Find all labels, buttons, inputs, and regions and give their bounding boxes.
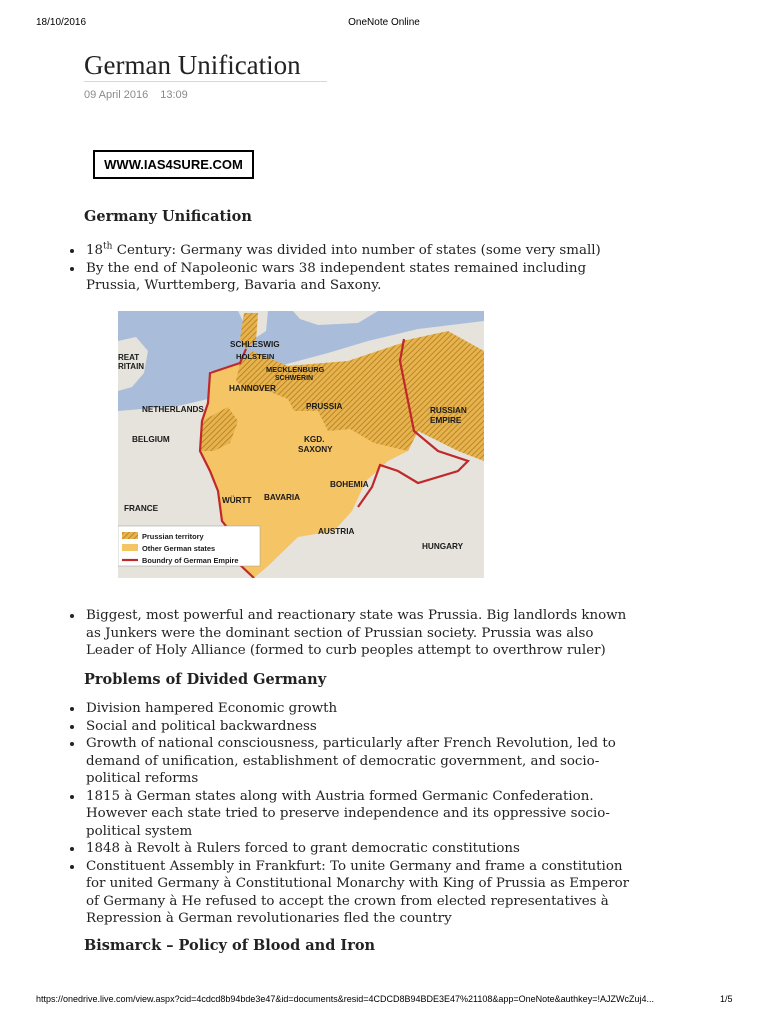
section-heading-problems: Problems of Divided Germany <box>84 671 327 688</box>
german-states-map <box>118 311 484 578</box>
map-label-hannover: HANNOVER <box>229 384 276 393</box>
legend-label-other: Other German states <box>142 544 216 553</box>
map-label-bohemia: BOHEMIA <box>330 480 369 489</box>
print-page-number: 1/5 <box>720 994 733 1004</box>
map-label-great-britain-2: RITAIN <box>118 362 145 371</box>
map-label-netherlands: NETHERLANDS <box>142 405 204 414</box>
list-item: • Social and political backwardness <box>84 718 644 736</box>
map-label-russian: RUSSIAN <box>430 406 467 415</box>
map-label-belgium: BELGIUM <box>132 435 170 444</box>
page-title: German Unification <box>84 50 301 80</box>
list-item: • Constituent Assembly in Frankfurt: To unite Germany and frame a constitution for united Germany à Constitutional Monarchy with King of Prussia as Emperor of Germany à He refused to accept the crown from elected representatives à Repression à German revolutionaries fled the country <box>84 858 644 928</box>
list-item: • 1815 à German states along with Austria formed Germanic Confederation. However each state tried to preserve independence and its oppressive socio-political system <box>84 788 644 841</box>
map-label-austria: AUSTRIA <box>318 527 355 536</box>
map-label-schwerin: SCHWERIN <box>275 375 314 382</box>
page-timestamp <box>84 89 188 101</box>
map-label-great-britain-1: REAT <box>118 353 140 362</box>
bullet-list-problems <box>66 700 644 928</box>
map-label-saxony: SAXONY <box>298 445 333 454</box>
section-heading-germany-unification: Germany Unification <box>84 208 252 225</box>
map-label-bavaria: BAVARIA <box>264 493 301 502</box>
legend-label-prussian: Prussian territory <box>142 532 204 541</box>
site-logo <box>93 150 254 179</box>
section-heading-bismarck: Bismarck – Policy of Blood and Iron <box>84 937 376 954</box>
map-label-empire: EMPIRE <box>430 416 462 425</box>
page-time: 13:09 <box>160 89 188 101</box>
site-logo-text: WWW.IAS4SURE.COM <box>104 157 243 172</box>
list-item-text: Century: Germany was divided into number of states (some very small) <box>112 243 601 258</box>
list-item: • By the end of Napoleonic wars 38 independent states remained including Prussia, Wurttemberg, Bavaria and Saxony. <box>84 260 644 295</box>
legend-swatch-prussian <box>122 532 138 539</box>
title-divider <box>84 81 327 82</box>
print-url: https://onedrive.live.com/view.aspx?cid=4cdcd8b94bde3e47&id=documents&resid=4CDCD8B94BDE3E47%21108&app=OneNote&authkey=!AJZWcZuj4... <box>36 994 654 1004</box>
map-label-kgd: KGD. <box>304 435 325 444</box>
list-item <box>84 242 644 260</box>
map-label-holstein: HOLSTEIN <box>236 352 275 361</box>
page-date: 09 April 2016 <box>84 89 149 101</box>
legend-swatch-other <box>122 544 138 551</box>
century-number: 18 <box>86 243 104 258</box>
print-date: 18/10/2016 <box>36 17 87 28</box>
list-item: • Growth of national consciousness, particularly after French Revolution, led to demand of unification, establishment of democratic government, and socio-political reforms <box>84 735 644 788</box>
list-item: • Biggest, most powerful and reactionary state was Prussia. Big landlords known as Junkers were the dominant section of Prussian society. Prussia was also Leader of Holy Alliance (formed to curb peoples attempt to overthrow ruler) <box>84 607 644 660</box>
map-label-prussia: PRUSSIA <box>306 402 343 411</box>
print-app-title: OneNote Online <box>348 17 420 28</box>
map-label-hungary: HUNGARY <box>422 542 464 551</box>
map-label-wurtt: WÜRTT <box>222 496 252 505</box>
list-item: • 1848 à Revolt à Rulers forced to grant democratic constitutions <box>84 840 644 858</box>
century-suffix: th <box>103 241 113 252</box>
map-label-mecklenburg: MECKLENBURG <box>266 365 325 374</box>
map-label-schleswig: SCHLESWIG <box>230 340 280 349</box>
bullet-list-intro <box>66 242 644 295</box>
map-label-france: FRANCE <box>124 504 159 513</box>
legend-label-boundary: Boundry of German Empire <box>142 556 239 565</box>
bullet-list-prussia <box>66 607 644 660</box>
map-legend <box>118 526 260 566</box>
list-item: • Division hampered Economic growth <box>84 700 644 718</box>
